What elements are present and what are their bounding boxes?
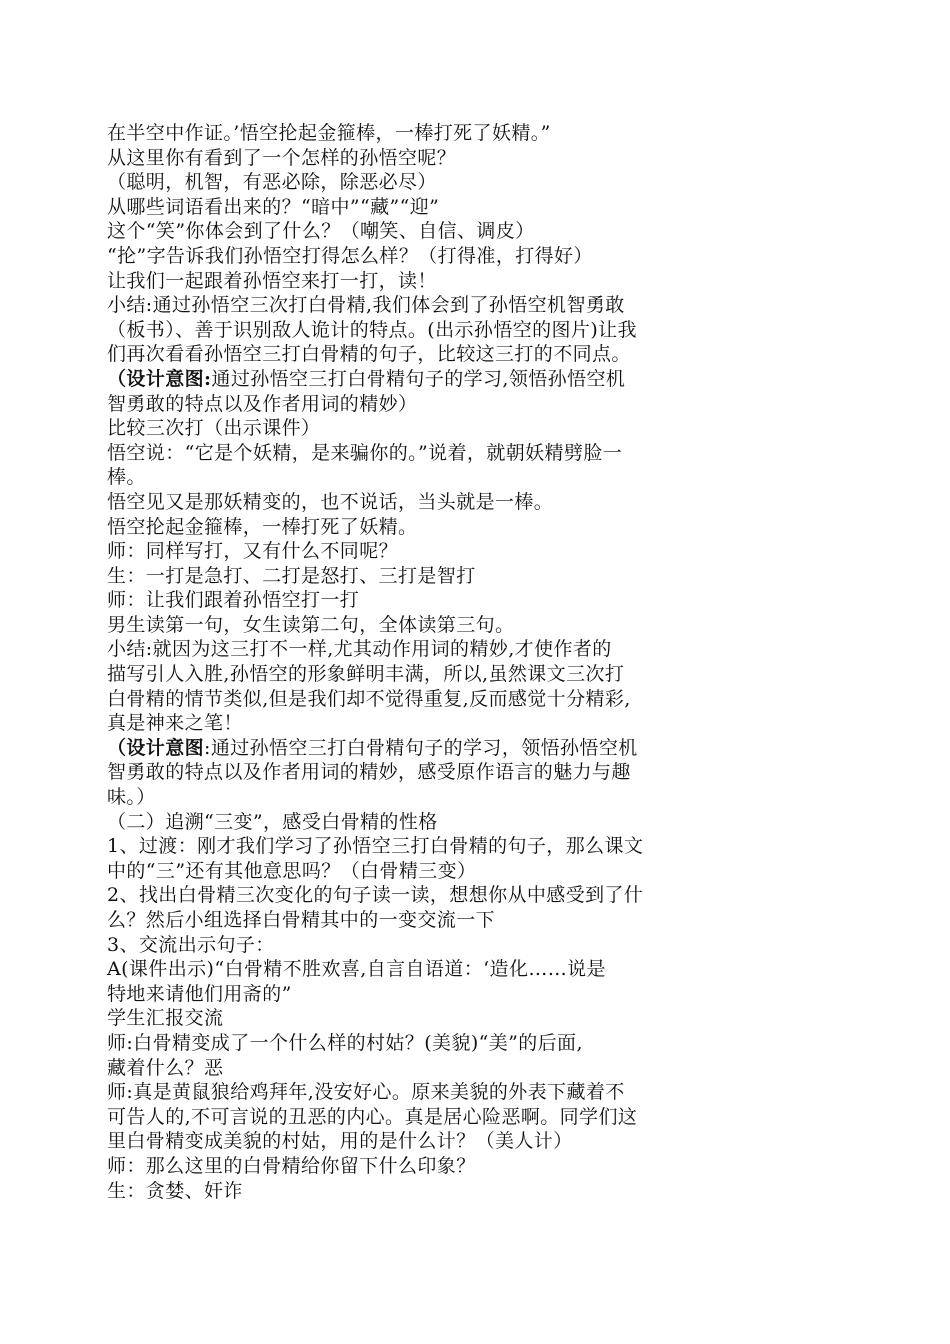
text-line: 悟空抡起金箍棒，一棒打死了妖精。 [107,515,418,538]
text-line: 让我们一起跟着孙悟空来打一打，读！ [107,269,437,292]
text-line: 比较三次打（出示课件） [107,417,321,440]
text-line: （二）追溯“三变”，感受白骨精的性格 [107,810,438,833]
text-line: A(课件出示)“白骨精不胜欢喜,自言自语道：‘造化……说是 [107,958,606,981]
text-line: 3、交流出示句子： [107,933,275,956]
text-line: 师:白骨精变成了一个什么样的村姑？(美貌)“美”的后面, [107,1031,583,1054]
text-line: 学生汇报交流 [107,1007,224,1030]
design-intent-text: :通过孙悟空三打白骨精句子的学习，领悟孙悟空机 [204,736,638,759]
text-line: 师：让我们跟着孙悟空打一打 [107,589,360,612]
text-line: 从这里你有看到了一个怎样的孙悟空呢？ [107,146,457,169]
text-line: （板书）、善于识别敌人诡计的特点。(出示孙悟空的图片)让我 [107,318,637,341]
text-line: 藏着什么？恶 [107,1056,224,1079]
text-line: 小结:就因为这三打不一样,尤其动作用词的精妙,才使作者的 [107,638,612,661]
text-line: “抡”字告诉我们孙悟空打得怎么样？（打得准，打得好） [107,244,593,267]
text-line: 们再次看看孙悟空三打白骨精的句子，比较这三打的不同点。 [107,343,631,366]
text-line: 描写引人入胜,孙悟空的形象鲜明丰满，所以,虽然课文三次打 [107,663,625,686]
text-line: 悟空见又是那妖精变的，也不说话，当头就是一棒。 [107,490,554,513]
text-line: 白骨精的情节类似,但是我们却不觉得重复,反而感觉十分精彩, [107,687,631,710]
text-line: 这个“笑”你体会到了什么？（嘲笑、自信、调皮） [107,220,535,243]
text-line: 师:真是黄鼠狼给鸡拜年,没安好心。原来美貌的外表下藏着不 [107,1081,625,1104]
text-line: 悟空说：“它是个妖精，是来骗你的。”说着，就朝妖精劈脸一 [107,441,623,464]
text-line: 里白骨精变成美貌的村姑，用的是什么计？（美人计） [107,1130,573,1153]
text-line: 从哪些词语看出来的？“暗中”“藏”“迎” [107,195,440,218]
text-line: 特地来请他们用斋的” [107,982,292,1005]
text-line: 么？然后小组选择白骨精其中的一变交流一下 [107,909,496,931]
text-line: 师：同样写打，又有什么不同呢？ [107,540,399,563]
design-intent-label: （设计意图: [107,367,212,390]
text-line [107,367,717,392]
text-line: 味。） [107,786,156,809]
text-line: 生：一打是急打、二打是怒打、三打是智打 [107,564,476,587]
text-line: 真是神来之笔！ [107,712,243,735]
text-line: 2、找出白骨精三次变化的句子读一读，想想你从中感受到了什 [107,884,644,907]
text-line: 棒。 [107,466,146,489]
text-line: 智勇敢的特点以及作者用词的精妙，感受原作语言的魅力与趣 [107,761,631,784]
text-line: 1、过渡：刚才我们学习了孙悟空三打白骨精的句子，那么课文 [107,835,644,858]
text-line: 师：那么这里的白骨精给你留下什么印象？ [107,1154,476,1177]
text-line [107,736,717,761]
text-line: 生：贪婪、奸诈 [107,1179,243,1202]
design-intent-text: 通过孙悟空三打白骨精句子的学习,领悟孙悟空机 [211,367,626,390]
text-line: 中的“三”还有其他意思吗？（白骨精三变） [107,859,477,882]
document-body [107,121,717,1203]
text-line: 可告人的,不可言说的丑恶的内心。真是居心险恶啊。同学们这 [107,1105,638,1128]
design-intent-label: （设计意图 [107,736,205,759]
text-line: 男生读第一句，女生读第二句，全体读第三句。 [107,613,515,636]
text-line: （聪明，机智，有恶必除，除恶必尽） [107,171,437,194]
text-line: 小结:通过孙悟空三次打白骨精,我们体会到了孙悟空机智勇敢 [107,294,625,317]
text-line: 在半空中作证。’悟空抡起金箍棒，一棒打死了妖精。” [107,122,551,144]
text-line: 智勇敢的特点以及作者用词的精妙） [107,392,418,415]
